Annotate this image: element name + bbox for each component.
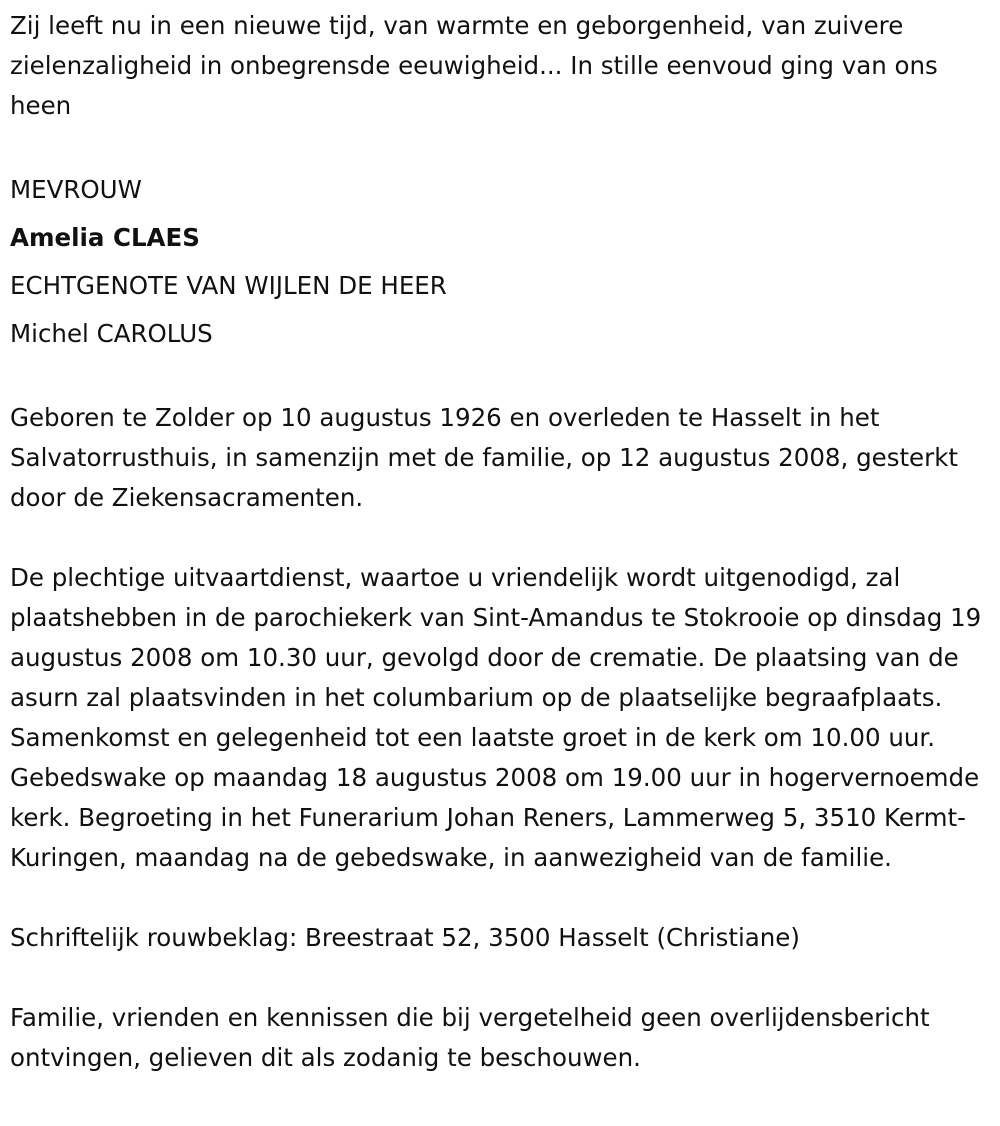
intro-paragraph: Zij leeft nu in een nieuwe tijd, van warmte en geborgenheid, van zuivere zielenzaligheid in onbegrensde eeuwigheid... In stille eenvoud ging van ons heen	[10, 11, 938, 120]
spouse-name: Michel CAROLUS	[10, 319, 213, 348]
closing-paragraph: Familie, vrienden en kennissen die bij vergetelheid geen overlijdensbericht ontvingen, gelieven dit als zodanig te beschouwen.	[10, 1003, 930, 1072]
funeral-paragraph: De plechtige uitvaartdienst, waartoe u vriendelijk wordt uitgenodigd, zal plaatshebben in de parochiekerk van Sint-Amandus te Stokrooie op dinsdag 19 augustus 2008 om 10.30 uur, gevolgd door de crematie. De plaatsing van de asurn zal plaatsvinden in het columbarium op de plaatselijke begraafplaats. Samenkomst en gelegenheid tot een laatste groet in de kerk om 10.00 uur. Gebedswake op maandag 18 augustus 2008 om 19.00 uur in hogervernoemde kerk. Begroeting in het Funerarium Johan Reners, Lammerweg 5, 3510 Kermt-Kuringen, maandag na de gebedswake, in aanwezigheid van de familie.	[10, 563, 982, 872]
deceased-heading	[10, 166, 990, 358]
relation-line: ECHTGENOTE VAN WIJLEN DE HEER	[10, 271, 447, 300]
birth-death-paragraph: Geboren te Zolder op 10 augustus 1926 en overleden te Hasselt in het Salvatorrusthuis, in samenzijn met de familie, op 12 augustus 2008, gesterkt door de Ziekensacramenten.	[10, 403, 958, 512]
obituary-document	[10, 6, 990, 1078]
condolence-paragraph: Schriftelijk rouwbeklag: Breestraat 52, 3500 Hasselt (Christiane)	[10, 923, 800, 952]
honorific-title: MEVROUW	[10, 175, 142, 204]
deceased-name: Amelia CLAES	[10, 223, 200, 252]
